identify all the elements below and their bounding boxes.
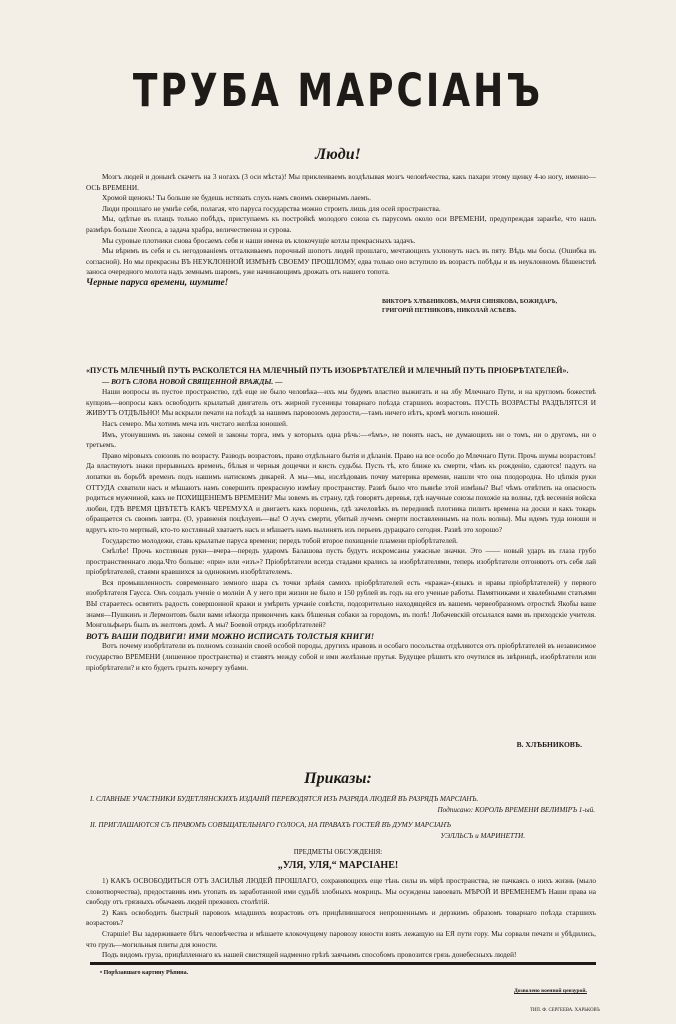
manifesto-paragraph: Государство молодежи, ставь крылатые паруса времени; передъ тобой второе похищеніе пламени пріобрѣтателей. — [102, 535, 458, 545]
intro-paragraph: Мы, одѣтые въ плащъ только побѣдъ, приступаемъ къ постройкѣ молодого союза съ парусомъ около оси ВРЕМЕНИ, предупреждая заранѣе, что нашъ размѣръ больше Хеопса, а задача храбра, величественна и сурова. — [86, 214, 596, 234]
manifesto-paragraph: Вся промышленность современнаго земного шара съ точки зрѣнія самихъ пріобрѣтателей есть «кража»-(языкъ и нравы пріобрѣтателей) у первого изобрѣтателя Гаусса. Онъ создалъ ученіе о молніи А у него при жизни не было и 150 рублей въ годъ на его ученые работы. Памятниками и хвалебными статьями ВЫ стараетесь освятить радость совершонной кражи и умѣрить урчаніе совѣсти, подозрительно находящейся въ вашемъ червеобразномъ отросткѣ Якобы ваше знамя—Пушкинъ и Лермонтовъ были вами нѣкогда приконченъ какъ бѣшеныя собаки за городомъ, въ полѣ! Лобачевскій отсылался вами въ приходскіе учителя. Монгольфьеръ былъ въ желтомъ домѣ. А мы? Боевой отрядъ изобрѣтателей? — [86, 577, 596, 630]
signatories-line: ВИКТОРЪ ХЛѢБНИКОВЪ, МАРІЯ СИНЯКОВА, БОЖИДАРЪ, — [382, 299, 558, 305]
discussion-title: „УЛЯ, УЛЯ,“ МАРСІАНЕ! — [277, 860, 399, 871]
order-text: I. СЛАВНЫЕ УЧАСТНИКИ БУДЕТЛЯНСКИХЪ ИЗДАНІЙ ПЕРЕВОДЯТСЯ ИЗЪ РАЗРЯДА ЛЮДЕЙ ВЪ РАЗРЯДЪ МАРСІАНЪ. — [90, 795, 479, 803]
discussion-paragraph: 2) Какъ освободить быстрый паровозъ младшихъ возрастовъ отъ прицѣпившагося непрошеннымъ и дерзкимъ образомъ товарнаго поѣзда старшихъ возрастовъ? — [86, 907, 596, 928]
footnote: • Порѣзавшаго картину Рѣпина. — [100, 970, 189, 976]
order-item — [90, 794, 595, 816]
signatories — [382, 298, 602, 316]
order-tail: Подписано: КОРОЛЬ ВРЕМЕНИ ВЕЛИМІРЪ 1-ый. — [437, 806, 595, 814]
heading-people: Люди! — [315, 146, 361, 163]
intro-paragraph: Люди прошлаго не умнѣе себя, полагая, что паруса государства можно строить лишь для осей пространства. — [102, 203, 441, 213]
order-text: II. ПРИГЛАШАЮТСЯ СЪ ПРАВОМЪ СОВѢЩАТЕЛЬНАГО ГОЛОСА, НА ПРАВАХЪ ГОСТЕЙ ВЪ ДУМУ МАРСІАНЪ — [90, 821, 451, 829]
manifesto-paragraph: Вотъ почему изобрѣтатели въ полномъ сознаніи своей особой породы, другихъ нравовъ и особаго посольства отдѣляются отъ пріобрѣтателей въ независимое государство ВРЕМЕНИ (лишенное пространства) и ставятъ между собой и ими желѣзные прутья. Будущее рѣшитъ кто очутился въ звѣринцѣ, изобрѣтатели или пріобрѣтатели? и кто будетъ грызть кочергу зубами. — [86, 641, 596, 672]
intro-paragraph: Мы суровые плотники снова бросаемъ себя и наши имена въ клокочущіе котлы прекрасныхъ задачъ. — [102, 235, 416, 245]
intro-paragraph: Мы вѣримъ въ себя и съ негодованіемъ отталкиваемъ порочный шопотъ людей прошлаго, мечтающихъ ухлюнуть насъ въ пяту. Вѣдь мы босы. (Ошибка въ согласной). Но мы прекрасны ВЪ НЕУКЛОННОЙ ИЗМѢНѢ СВОЕМУ ПРОШЛОМУ, едва только оно вступило въ возрастъ побѣды и въ неуклонномъ бѣшенствѣ заноса очередного молота надъ земнымъ шаромъ, уже начинающимъ дрожать отъ нашего топота. — [86, 246, 596, 277]
censor-note: Дозволено военной цензурой. — [514, 988, 587, 994]
discussion-block — [86, 876, 596, 961]
milky-way-heading: «ПУСТЬ МЛЕЧНЫЙ ПУТЬ РАСКОЛЕТСЯ НА МЛЕЧНЫЙ ПУТЬ ИЗОБРѢТАТЕЛЕЙ И МЛЕЧНЫЙ ПУТЬ ПРІОБРѢТАТЕЛЕЙ». — [86, 366, 569, 375]
discussion-paragraph: Старшіе! Вы задерживаете бѣгъ человѣчества и мѣшаете клокочущему паровозу юности взять лежащую на ЕЯ пути гору. Мы сорвали печати и убѣдились, что грузъ—могильныя плиты для юности. — [86, 928, 596, 949]
intro-slogan: Черные паруса времени, шумите! — [86, 277, 229, 288]
page-title: ТРУБА МАРСІАНЪ — [132, 66, 544, 118]
main-signature: В. ХЛѢБНИКОВЪ. — [516, 740, 582, 749]
manifesto-paragraph: Смѣлѣе! Прочь костляныя руки—вчера—передъ ударомъ Балашова пусть будутъ искромсаны ужасные значки. Это —— новый ударъ въ глаза грубо пространственнаго люда.Что больше: «при» или «изъ»? Пріобрѣтатели всегда стадами крались за изобрѣтателями, теперь изобрѣтатели отгоняютъ отъ себя лай пріобрѣтателей, стаями кравшихся за одинокимъ изобрѣтателемъ. — [86, 546, 596, 577]
intro-paragraph: Хромой щенокъ! Ты больше не будешь истязать слухъ намъ своимъ сквернымъ лаемъ. — [102, 193, 372, 203]
manifesto-paragraph: Насъ семеро. Мы хотимъ меча изъ чистаго желѣза юношей. — [102, 418, 288, 428]
orders-heading: Приказы: — [304, 770, 372, 787]
footer-rule — [90, 962, 596, 965]
manifesto-paragraph: Имъ, утонувшимъ въ законы семей и законы торга, имъ у которыхъ одна рѣчь:—«ѣмъ», не понять насъ, не думающихъ ни о томъ, ни о другомъ, ни о третьемъ. — [86, 429, 596, 450]
manifesto-slogan: ВОТЪ ВАШИ ПОДВИГИ! ИМИ МОЖНО ИСПИСАТЬ ТОЛСТЫЯ КНИГИ! — [86, 630, 375, 641]
printer-note: ТИП. Ф. СЕРГЕЕВА. ХАРЬКОВЪ — [530, 1008, 600, 1013]
intro-block — [86, 172, 596, 289]
discussion-label: ПРЕДМЕТЫ ОБСУЖДЕНІЯ: — [293, 848, 383, 856]
order-tail: УЭЛЛЬСЪ и МАРИНЕТТИ. — [440, 832, 525, 840]
discussion-paragraph: Подъ видомъ груза, прицѣпленнаго къ нашей свистящей надменно грѣзѣ заячьимъ способомъ провозится грязь донебесныхъ людей! — [102, 950, 517, 960]
discussion-paragraph: 1) КАКЪ ОСВОБОДИТЬСЯ ОТЪ ЗАСИЛЬЯ ЛЮДЕЙ ПРОШЛАГО, сохраняющихъ еще тѣнь силы въ мірѣ пространства, не пачкаясь о нихъ жизнь (мыло словотворчества), предоставивъ имъ утопать въ заработанной ими судьбѣ злобныхъ мокрицъ. Мы осуждены завоевать МѢРОЙ И ВРЕМЕНЕМЪ Наши права на свободу отъ грязныхъ обычаевъ людей прежнихъ столѣтій. — [86, 876, 596, 907]
intro-paragraph: Мозгъ людей и донынѣ скачетъ на 3 ногахъ (3 оси мѣста)! Мы приклеиваемъ воздѣлывая мозгъ человѣчества, какъ пахари этому щенку 4-ю ногу, именно—ОСЬ ВРЕМЕНИ. — [86, 172, 596, 192]
manifesto-paragraph: Наши вопросы въ пустое пространство, гдѣ еще не было человѣка—ихъ мы будемъ властно выжигать и на лбу Млечнаго Пути, и на кругломъ божествѣ купцовъ—вопросы какъ освободить крылатый двигатель отъ жирной гусеницы товарнаго поѣзда старшихъ возрастовъ. ПУСТЬ ВОЗРАСТЫ РАЗДѢЛЯТСЯ И ЖИВУТЪ ОТДѢЛЬНО! Мы вскрыли печати на поѣздѣ за нашимъ паровозомъ дерзости,—тамъ ничего нѣтъ, кромѣ могилъ юношей. — [86, 387, 596, 418]
signatories-line: ГРИГОРІЙ ПЕТНИКОВЪ, НИКОЛАЙ АСѢЕВЪ. — [382, 308, 517, 314]
milky-way-subheading: — ВОТЪ СЛОВА НОВОЙ СВЯЩЕННОЙ ВРАЖДЫ. — — [102, 376, 283, 386]
order-item — [90, 820, 595, 842]
manifesto-block — [86, 366, 596, 673]
manifesto-paragraph: Право міровыхъ союзовъ по возрасту. Разводъ возрастовъ, право отдѣльнаго бытія и дѣланія. Право на все особо до Млечнаго Пути. Прочь шумы возрастовъ! Да властвуютъ знаки прерывныхъ временъ, бѣлыя и черныя дощечки и кисть судьбы. Пусть тѣ, кто ближе къ смерти, чѣмъ къ рожденію, сдаются! падутъ на лопатки въ борьбѣ временъ подъ нашимъ натискомъ дикарей. А мы—мы, изслѣдовавъ почву материка времени, нашли что она плодородна. Но цѣпкія руки ОТТУДА схватили насъ и мѣшаютъ намъ совершить прекрасную измѣну пространству. Развѣ было что пьянѣе этой измѣны? Вы! чѣмъ отвѣтить на опасность родиться мужчиной, какъ не ПОХИЩЕНІЕМЪ ВРЕМЕНИ? Мы зовемъ въ страну, гдѣ говорятъ деревья, гдѣ научные союзы похожіе на волны, гдѣ весеннія войска любви, ГДѢ ВРЕМЯ ЦВѢТЕТЪ КАКЪ ЧЕРЕМУХА и двигаетъ какъ поршень, гдѣ зачеловѣкъ въ передникѣ плотника пилитъ времена на доски и какъ токарь обращается съ своимъ завтра. (О, уравненія поцѣлуевъ—вы! О лучъ смерти, убитый лучемъ смерти поставленнымъ на поль волны). Мы идемъ туда юноши и вдругъ кто-то мертвый, кто-то костляный хватаетъ насъ и мѣшаетъ намъ вылинять изъ перьевъ дурацкаго сегодня. Развѣ это хорошо? — [86, 450, 596, 534]
